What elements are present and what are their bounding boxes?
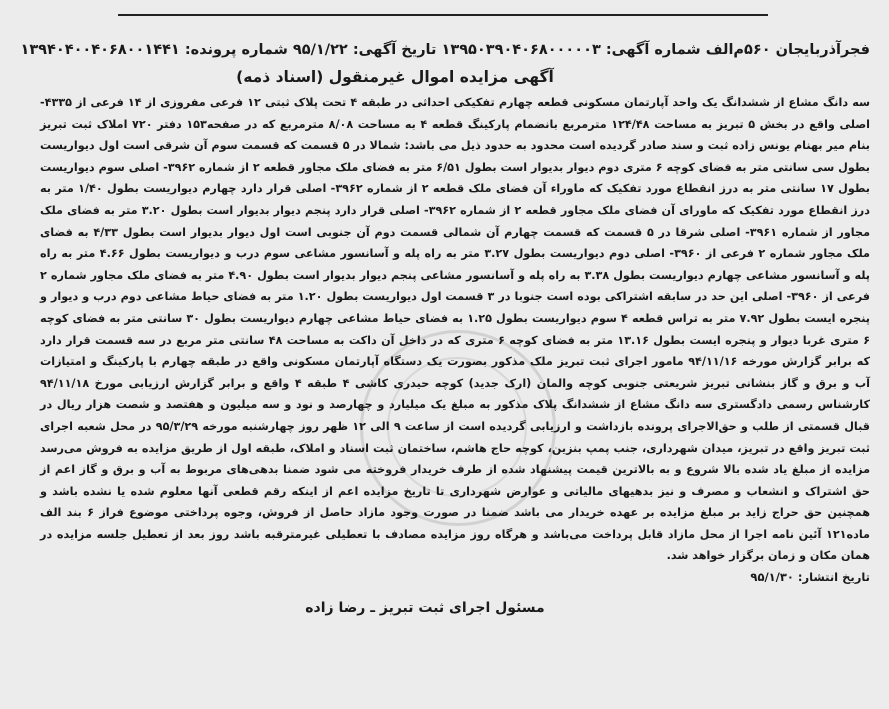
publication-date: تاریخ انتشار: ۹۵/۱/۳۰ — [750, 570, 870, 585]
top-rule — [118, 14, 768, 16]
auction-notice — [20, 22, 871, 692]
notice-header: فجرآذربایجان ۵۶۰م‌الف شماره آگهی: ۱۳۹۵۰۳۹۰۴۰۶۸۰۰۰۰۰۳ تاریخ آگهی: ۹۵/۱/۲۲ شماره پرونده: ۱۳۹۴۰۴۰۰۴۰۶۸۰۰۱۴۴۱ — [20, 42, 870, 58]
notice-body: سه دانگ مشاع از ششدانگ یک واحد آپارتمان مسکونی قطعه چهارم تفکیکی احداثی در طبقه ۴ تحت پلاک ثبتی ۱۲ فرعی مفروزی از ۱۴ فرعی از ۴۳۳۵- اصلی واقع در بخش ۵ تبریز به مساحت ۱۲۴/۴۸ مترمربع بانضمام پارکینگ قطعه ۴ به مساحت ۸/۰۸ مترمربع که در صفحه۱۵۳ دفتر ۷۲۰ املاک ثبت تبریز بنام میر بهنام یونس زاده ثبت و سند صادر گردیده است محدود به حدود ذیل می باشد: شمالا در ۵ قسمت که قسمت سوم آن شرقی است اول دیواریست بطول سی سانتی متر به فضای کوچه ۶ متری دوم دیوار بدیوار است بطول ۶/۵۱ متر به فضای ملک مجاور قطعه ۲ از شماره ۳۹۶۲- اصلی سوم دیواریست بطول ۱۷ سانتی متر به درز انقطاع مورد تفکیک که ماوراء آن فضای ملک قطعه ۲ از شماره ۳۹۶۲- اصلی قرار دارد چهارم دیواریست بطول ۱/۴۰ متر به درز انقطاع مورد تفکیک که ماورای آن فضای ملک مجاور قطعه ۲ از شماره ۳۹۶۲- اصلی قرار دارد پنجم دیوار بدیوار است بطول ۳.۲۰ متر به فضای ملک مجاور از شماره ۳۹۶۱- اصلی شرقا در ۵ قسمت که قسمت چهارم آن شمالی قسمت دوم آن جنوبی است اول دیوار بدیوار است بطول ۴/۳۳ به فضای ملک مجاور شماره ۲ فرعی از ۳۹۶۰- اصلی دوم دیواریست بطول ۳.۲۷ متر به راه پله و آسانسور مشاعی سوم درب و دیواریست بطول ۴.۶۶ متر به راه پله و آسانسور مشاعی چهارم دیواریست بطول ۳.۳۸ به راه پله و آسانسور مشاعی پنجم دیوار بدیوار است بطول ۴.۹۰ متر به فضای ملک مجاور شماره ۲ فرعی از ۳۹۶۰- اصلی این حد در سابقه اشتراکی بوده است جنوبا در ۳ قسمت اول دیواریست بطول ۱.۲۰ متر به فضای حیاط مشاعی دوم درب و دیوار و پنجره ایست بطول ۷.۹۲ متر به تراس قطعه ۴ سوم دیواریست بطول ۱.۲۵ به فضای حیاط مشاعی چهارم دیواریست بطول ۳۰ سانتی متر به فضای کوچه ۶ متری غربا دیوار و پنجره ایست بطول ۱۳.۱۶ متر به فضای کوچه ۶ متری که در داخل آن داکت به مساحت ۴۸ سانتی متر مربع در سه قسمت قرار دارد که برابر گزارش مورخه ۹۴/۱۱/۱۶ مامور اجرای ثبت تبریز ملک مذکور بصورت یک دستگاه آپارتمان مسکونی واقع در طبقه چهارم با پارکینگ و امتیازات آب و برق و گاز بنشانی تبریز شریعتی جنوبی کوچه والمان (ارک جدید) کوچه حیدری کاشی ۴ طبقه ۴ واقع و برابر گزارش ارزیابی مورخ ۹۴/۱۱/۱۸ کارشناس رسمی دادگستری سه دانگ مشاع از ششدانگ پلاک مذکور به مبلغ یک میلیارد و چهارصد و نود و سه میلیون و هفتصد و شصت هزار ریال در قبال قسمتی از طلب و حق‌الاجرای پرونده بازداشت و ارزیابی گردیده است از ساعت ۹ الی ۱۲ ظهر روز چهارشنبه مورخه ۹۵/۳/۲۹ در محل شعبه اجرای ثبت تبریز واقع در تبریز، میدان شهرداری، جنب پمپ بنزین، کوچه حاج هاشم، ساختمان ثبت اسناد و املاک، طبقه اول از طریق مزایده به فروش می‌رسد مزایده از مبلغ یاد شده بالا شروع و به بالاترین قیمت پیشنهاد شده از طرف خریدار فروخته می شود ضمنا بدهی‌های مربوط به آب و برق و گاز اعم از حق اشتراک و انشعاب و مصرف و نیز بدهیهای مالیاتی و عوارض شهرداری تا تاریخ مزایده اعم از اینکه رقم قطعی آنها معلوم شده یا نشده باشد و همچنین حق حراج زاید بر مبلغ مزایده بر عهده خریدار می باشد ضمنا در صورت وجود مازاد حاصل از فروش، وجوه پرداختی موضوع فراز ۶ بند الف ماده۱۲۱ آئین نامه اجرا از محل مازاد قابل پرداخت می‌باشد و هرگاه روز مزایده مصادف با تعطیلی غیرمترقبه باشد روز بعد از تعطیل جلسه مزایده در همان مکان و زمان برگزار خواهد شد. — [40, 96, 871, 563]
signature: مسئول اجرای ثبت تبریز ـ رضا زاده — [305, 600, 545, 617]
notice-title: آگهی مزایده اموال غیرمنقول (اسناد ذمه) — [236, 68, 554, 86]
